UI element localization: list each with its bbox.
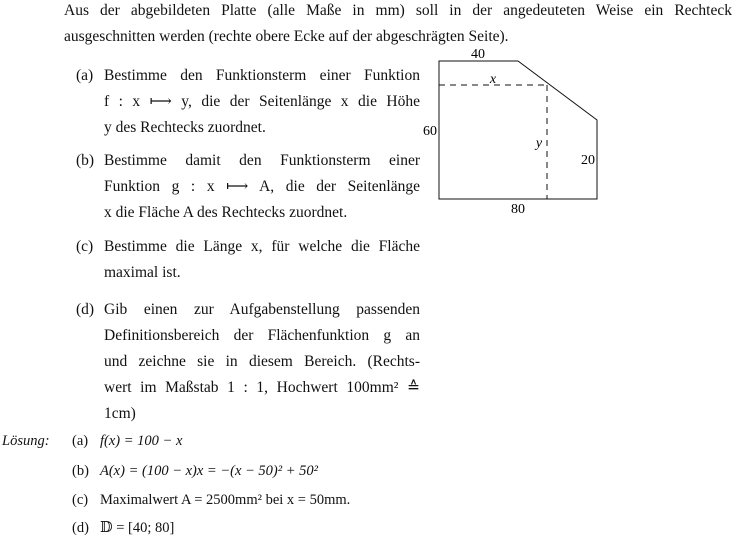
intro-line-1: Aus der abgebildeten Platte (alle Maße in mm) soll in der angedeuteten Weise ein Rechteck [64,2,732,19]
plate-outline [439,61,597,199]
solution-c-label: (c) [72,492,89,508]
solution-d-text: 𝔻 = [40; 80] [100,520,175,536]
task-b-label: (b) [76,152,95,169]
solution-c [72,487,350,513]
plate-figure [420,40,620,220]
task-d-label: (d) [76,301,95,318]
task-a [76,63,421,143]
task-b-line-2: Funktion g : x ⟼ A, die der Seitenlänge [104,178,420,195]
task-a-label: (a) [76,67,94,84]
intro-text [64,0,733,50]
task-b-line-3: x die Fläche A des Rechtecks zuordnet. [104,204,348,221]
solution-a-label: (a) [72,433,89,449]
task-d-line-5: 1cm) [104,405,136,422]
task-a-line-2: f : x ⟼ y, die der Seitenlänge x die Höhe [104,93,420,110]
solution-b-text: A(x) = (100 − x)x = −(x − 50)² + 50² [100,463,318,479]
solution-c-text: Maximalwert A = 2500mm² bei x = 50mm. [100,492,351,508]
solution-a-text: f(x) = 100 − x [100,433,183,449]
task-d-line-1: Gib einen zur Aufgabenstellung passenden [104,301,420,318]
label-bottom-80: 80 [511,202,525,217]
intro-line-2: ausgeschnitten werden (rechte obere Ecke auf der abgeschrägten Seite). [64,28,509,45]
task-a-line-1: Bestimme den Funktionsterm einer Funktion [104,67,420,84]
task-d [76,297,421,427]
label-x: x [489,72,497,87]
solution-a [72,428,182,454]
task-c-line-1: Bestimme die Länge x, für welche die Fläche [104,238,420,255]
task-d-line-2: Definitionsbereich der Flächenfunktion g an [104,327,420,344]
solution-title: Lösung: [2,433,50,449]
label-y: y [535,136,543,151]
task-d-line-4: wert im Maßstab 1 : 1, Hochwert 100mm² ≙ [104,379,420,396]
task-b [76,148,421,228]
solution-d-label: (d) [72,520,89,536]
task-a-line-3: y des Rechtecks zuordnet. [104,119,266,136]
solution-b-label: (b) [72,463,89,479]
label-top-40: 40 [471,47,485,62]
task-c-line-2: maximal ist. [104,264,181,281]
solution-d [72,515,174,541]
task-c [76,234,421,288]
task-d-line-3: und zeichne sie in diesem Bereich. (Rechts- [104,353,420,370]
task-c-label: (c) [76,238,94,255]
label-right-20: 20 [581,153,595,168]
task-b-line-1: Bestimme damit den Funktionsterm einer [104,152,420,169]
solution-b [72,458,318,484]
label-left-60: 60 [423,124,437,139]
